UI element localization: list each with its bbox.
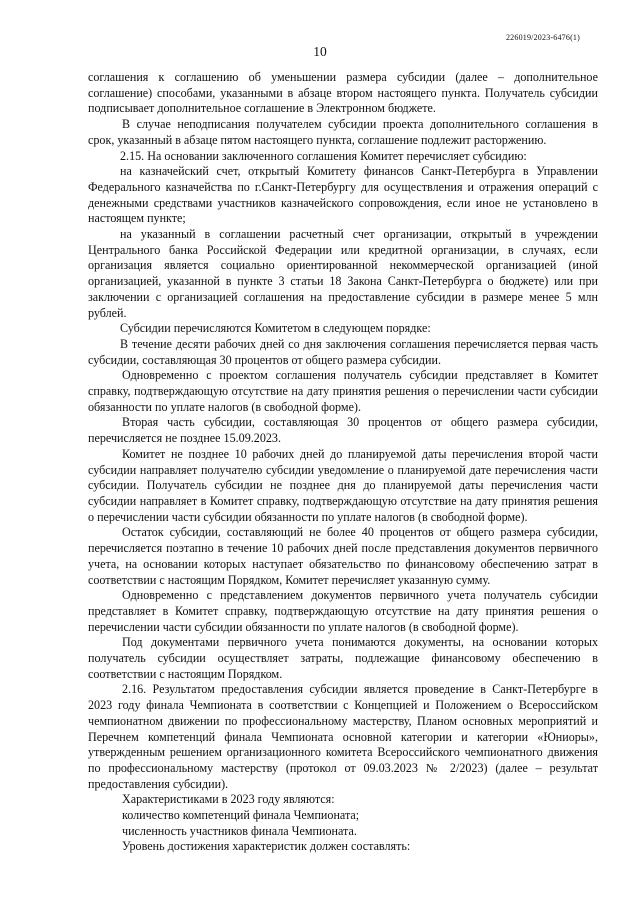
list-item: численность участников финала Чемпионата. (122, 823, 357, 838)
list-item: количество компетенций финала Чемпионата; (122, 808, 360, 823)
section-2-16: 2.16. Результатом предоставления субсидии является проведение в Санкт-Петербурге в 2023 году финала Чемпионата в соответствии с Концепцией и Положением о Всероссийском чемпионатном движении по профессиональному мастерству, Планом основных мероприятий и Перечнем компетенций финала Чемпионата основной категории и категории «Юниоры», утвержденным решением организационного комитета Всероссийского чемпионатного движения по профессиональному мастерству (протокол от 09.03.2023 № 2/2023) (далее – результат предоставления субсидии). (88, 682, 598, 791)
paragraph: Вторая часть субсидии, составляющая 30 процентов от общего размера субсидии, перечисляется не позднее 15.09.2023. (88, 415, 598, 446)
paragraph: Субсидии перечисляются Комитетом в следующем порядке: (120, 321, 431, 336)
paragraph: Остаток субсидии, составляющий не более 40 процентов от общего размера субсидии, перечисляется поэтапно в течение 10 рабочих дней после представления документов первичного учета, на основании которых наступает обязательство по финансовому обеспечению затрат в соответствии с настоящим Порядком, Комитет перечисляет указанную сумму. (88, 525, 598, 587)
paragraph: Одновременно с проектом соглашения получатель субсидии представляет в Комитет справку, подтверждающую отсутствие на дату принятия решения о перечислении части субсидии обязанности по уплате налогов (в свободной форме). (88, 368, 598, 414)
paragraph: В течение десяти рабочих дней со дня заключения соглашения перечисляется первая часть субсидии, составляющая 30 процентов от общего размера субсидии. (88, 336, 598, 367)
paragraph: на указанный в соглашении расчетный счет организации, открытый в учреждении Центрального банка Российской Федерации или кредитной организации, в случаях, если организация является социально ориентированной некоммерческой организацией (иной организацией, указанной в пункте 3 статьи 18 Закона Санкт-Петербурга о бюджете) или при заключении с организацией соглашения на предоставление субсидии в размере менее 5 млн рублей. (88, 227, 598, 320)
paragraph: на казначейский счет, открытый Комитету финансов Санкт-Петербурга в Управлении Федерального казначейства по г.Санкт-Петербургу для осуществления и отражения операций с денежными средствами участников казначейского сопровождения, если иное не установлено в настоящем пункте; (88, 164, 598, 226)
paragraph: В случае неподписания получателем субсидии проекта дополнительного соглашения в срок, указанный в абзаце пятом настоящего пункта, соглашение подлежит расторжению. (88, 117, 598, 147)
paragraph: Комитет не позднее 10 рабочих дней до планируемой даты перечисления второй части субсидии направляет получателю субсидии уведомление о планируемой дате перечисления части субсидии. Получатель субсидии не позднее дня до планируемой даты перечисления части субсидии направляет в Комитет справку, подтверждающую отсутствие на дату принятия решения о перечислении части субсидии обязанности по уплате налогов (в свободной форме). (88, 446, 598, 524)
page-number: 10 (313, 44, 327, 59)
paragraph: соглашения к соглашению об уменьшении размера субсидии (далее – дополнительное соглашение) способами, указанными в абзаце втором настоящего пункта. Получатель субсидии подписывает дополнительное соглашение в Электронном бюджете. (88, 70, 598, 116)
document-body (88, 70, 598, 855)
document-number: 226019/2023-6476(1) (505, 33, 580, 42)
section-2-15: 2.15. На основании заключенного соглашения Комитет перечисляет субсидию: (120, 148, 527, 163)
paragraph: Под документами первичного учета понимаются документы, на основании которых получатель субсидии осуществляет затраты, подлежащие финансовому обеспечению в соответствии с настоящим Порядком. (88, 635, 598, 681)
paragraph: Уровень достижения характеристик должен составлять: (122, 839, 411, 854)
paragraph: Одновременно с представлением документов первичного учета получатель субсидии представляет в Комитет справку, подтверждающую отсутствие на дату принятия решения о перечислении части субсидии обязанности по уплате налогов (в свободной форме). (88, 588, 598, 634)
paragraph: Характеристиками в 2023 году являются: (122, 792, 335, 807)
